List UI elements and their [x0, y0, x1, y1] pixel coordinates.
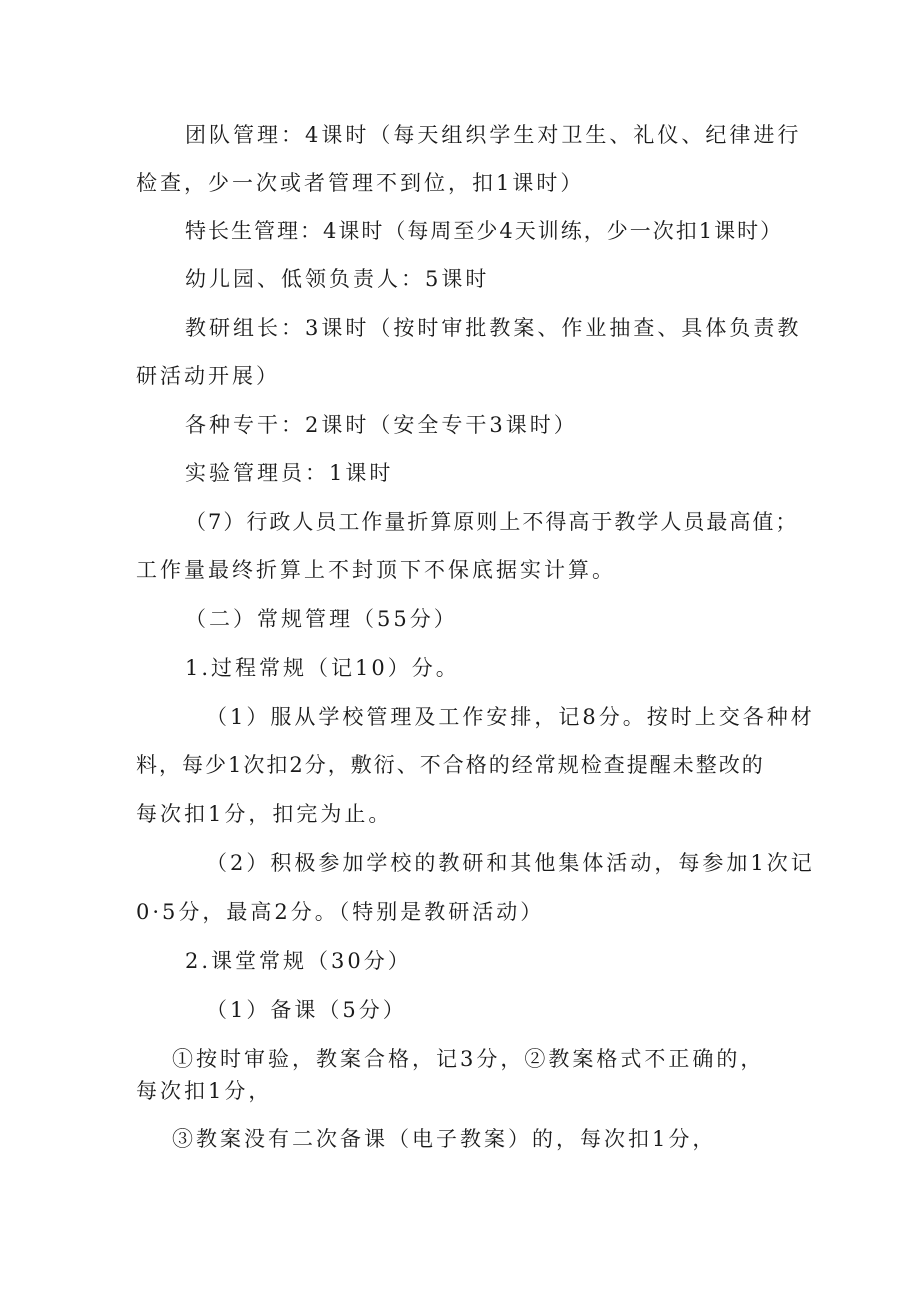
text-line-item-1: （1）服从学校管理及工作安排，记8分。按时上交各种材: [206, 705, 815, 729]
section-heading-routine-management: （二）常规管理（55分）: [185, 607, 458, 631]
text-line-lesson-plan-check: ①按时审验，教案合格，记3分，②教案格式不正确的，: [172, 1047, 765, 1071]
text-line-team-management-cont: 检查，少一次或者管理不到位，扣1课时）: [136, 171, 585, 195]
subheading-process-routine: 1.过程常规（记10）分。: [185, 656, 460, 680]
text-line-item-7-cont: 工作量最终折算上不封顶下不保底据实计算。: [136, 558, 616, 582]
text-line-specialty-students: 特长生管理：4课时（每周至少4天训练，少一次扣1课时）: [185, 219, 784, 243]
text-line-item-2-cont: 0·5分，最高2分。（特别是教研活动）: [136, 900, 545, 924]
text-line-lesson-prep: （1）备课（5分）: [206, 998, 407, 1022]
text-line-team-management: 团队管理：4课时（每天组织学生对卫生、礼仪、纪律进行: [185, 123, 802, 147]
text-line-item-2: （2）积极参加学校的教研和其他集体活动，每参加1次记: [206, 851, 815, 875]
text-line-lab-manager: 实验管理员：1课时: [185, 461, 394, 485]
text-line-item-7: （7）行政人员工作量折算原则上不得高于教学人员最高值；: [185, 510, 799, 534]
text-line-special-staff: 各种专干：2课时（安全专干3课时）: [185, 413, 578, 437]
text-line-research-leader: 教研组长：3课时（按时审批教案、作业抽查、具体负责教: [185, 316, 802, 340]
text-line-item-1-end: 每次扣1分，扣完为止。: [136, 802, 393, 826]
subheading-classroom-routine: 2.课堂常规（30分）: [185, 949, 412, 973]
text-line-lesson-plan-check-cont: 每次扣1分，: [136, 1079, 273, 1103]
text-line-research-leader-cont: 研活动开展）: [136, 364, 280, 388]
text-line-item-1-cont: 料，每少1次扣2分，敷衍、不合格的经常规检查提醒未整改的: [136, 753, 765, 777]
text-line-secondary-prep: ③教案没有二次备课（电子教案）的，每次扣1分，: [172, 1127, 717, 1151]
text-line-kindergarten: 幼儿园、低领负责人：5课时: [185, 267, 490, 291]
